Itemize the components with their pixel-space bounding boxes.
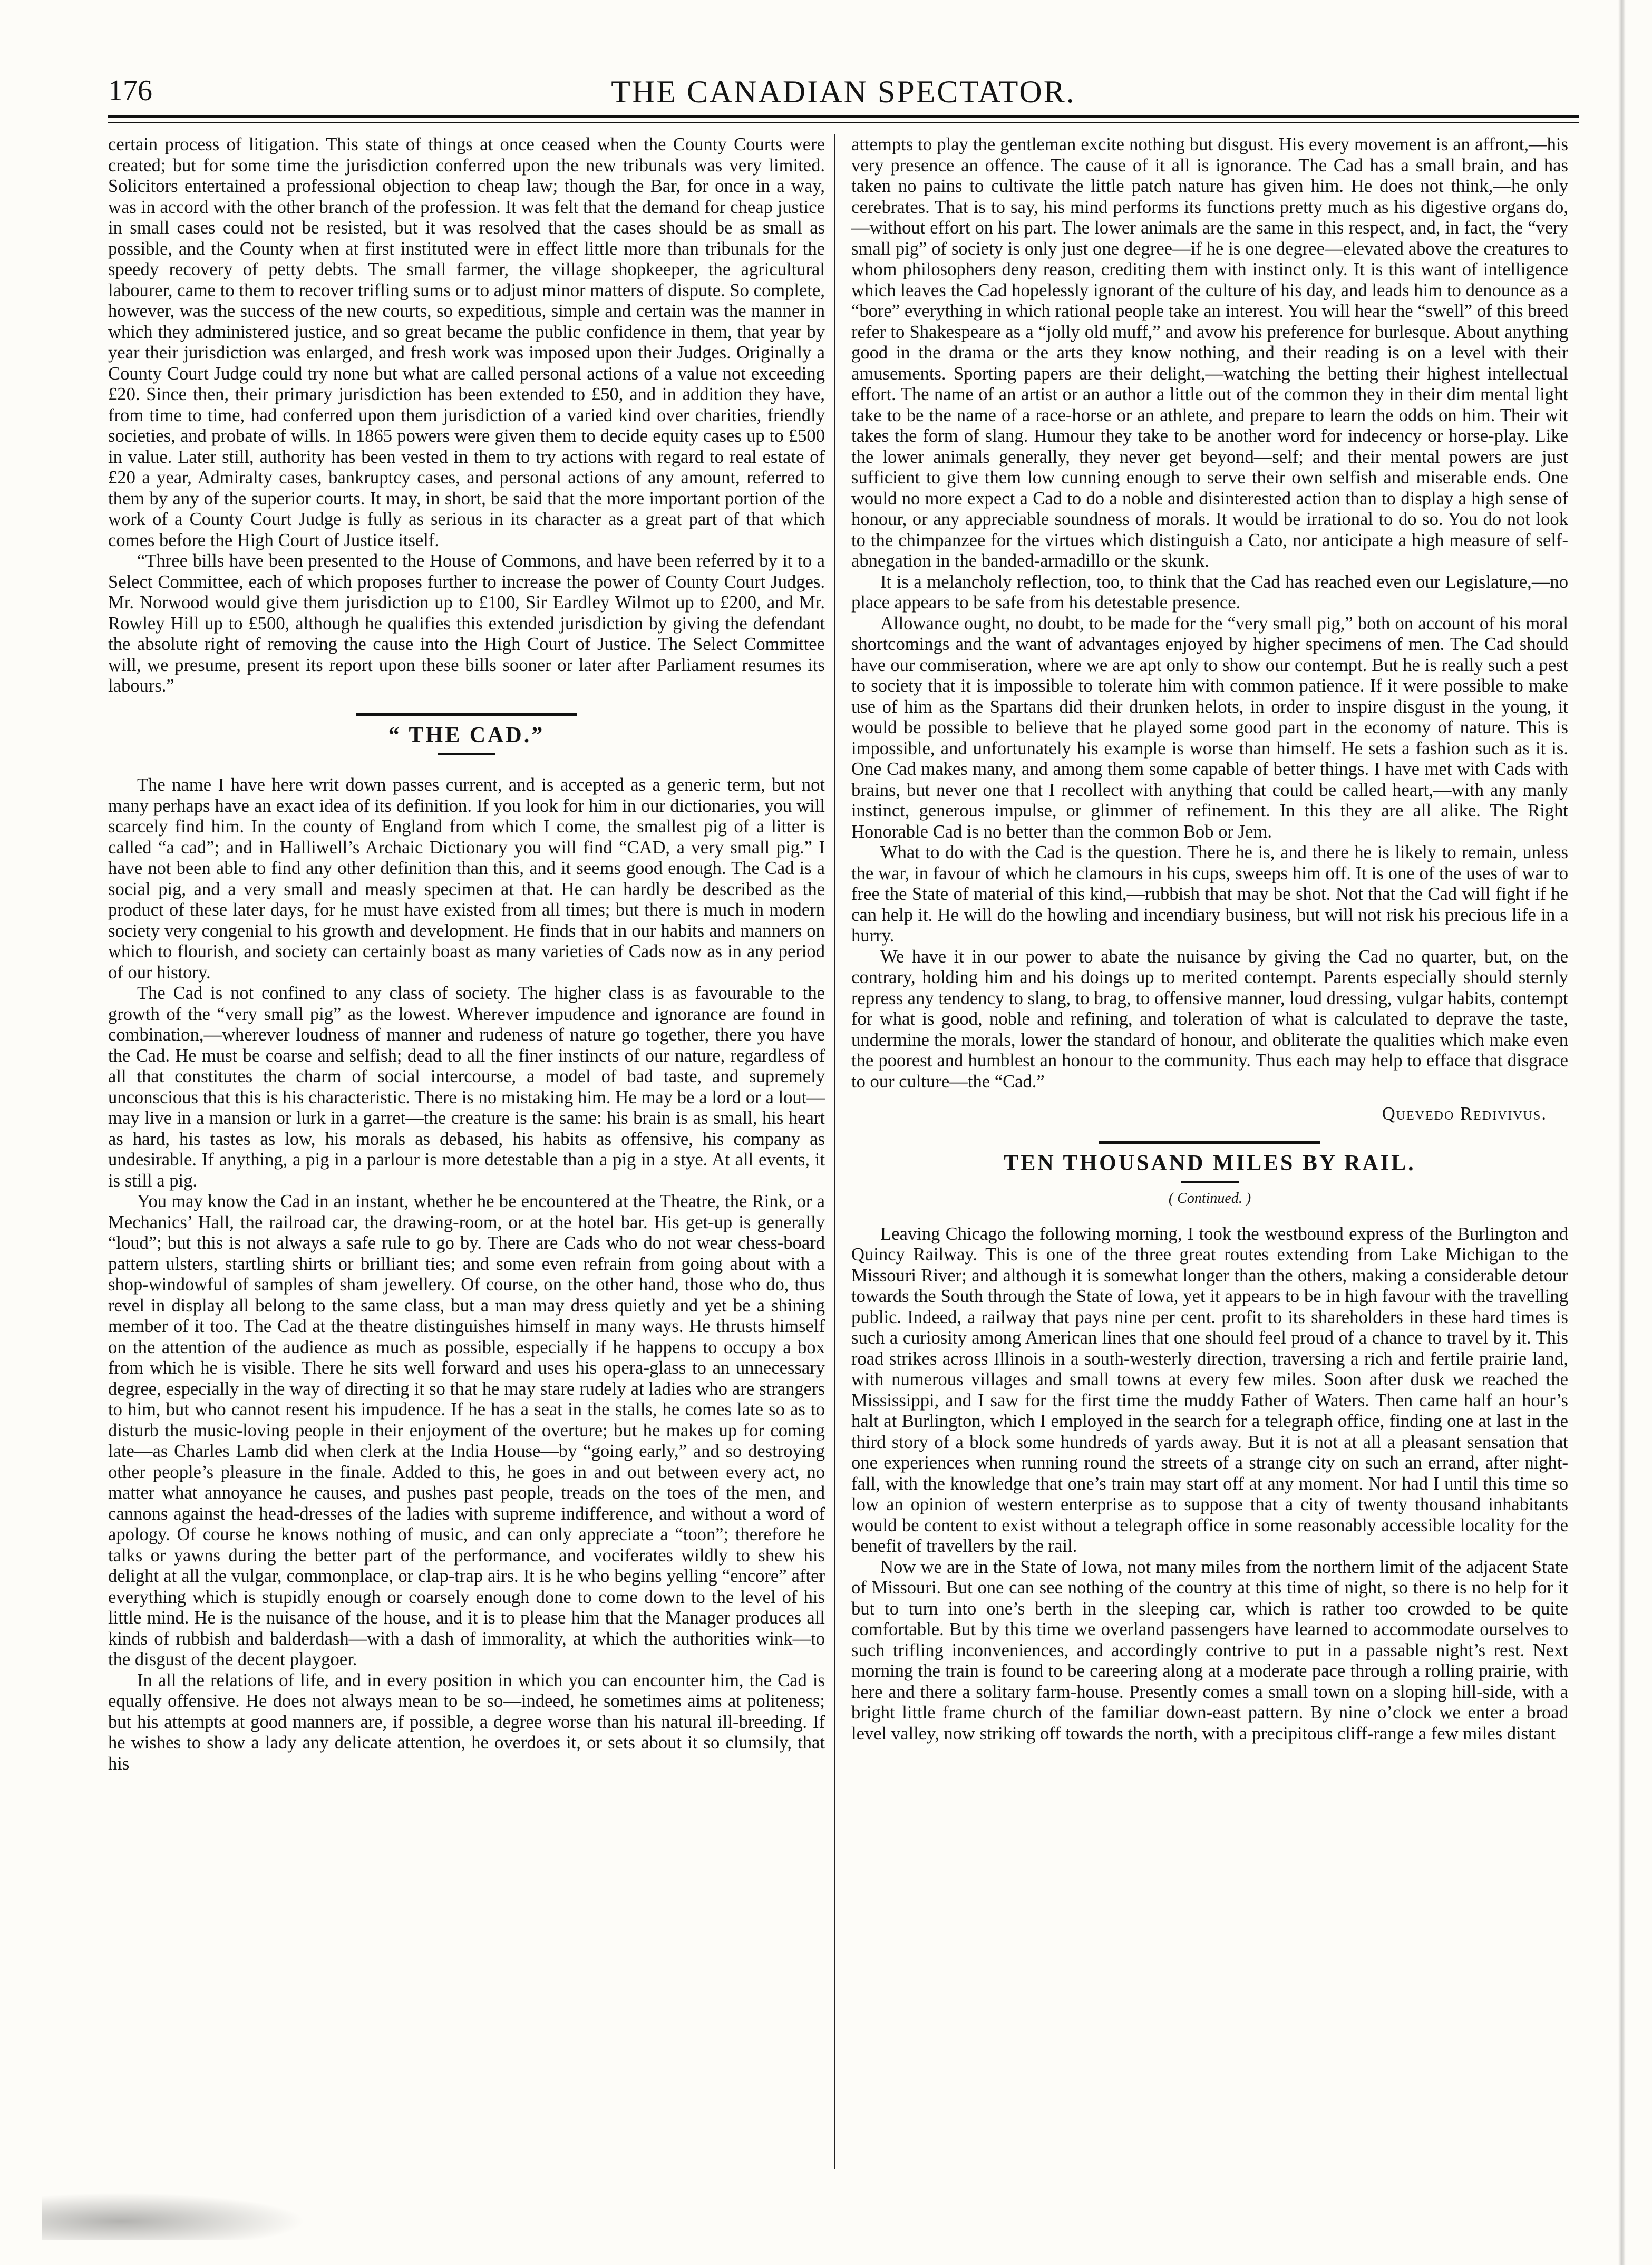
- article-paragraph: certain process of litigation. This state of things at once ceased when the County Courts were created; but for some time the jurisdiction conferred upon the new tribunals was very limited. Solicitors entertained a professional objection to cheap law; though the Bar, for once in a way, was in accord with the other branch of the profession. It was felt that the demand for cheap justice in small cases could not be resisted, but it was resolved that the cases should be as small as possible, and the County when at first instituted were in effect little more than tribunals for the speedy recovery of petty debts. The small farmer, the village shopkeeper, the agricultural labourer, came to them to recover trifling sums or to adjust minor matters of dispute. So complete, however, was the success of the new courts, so expeditious, simple and certain was the manner in which they administered justice, and so great became the public confidence in them, that year by year their jurisdiction was enlarged, and fresh work was imposed upon their Judges. Originally a County Court Judge could try none but what are called personal actions of a value not exceeding £20. Since then, their primary jurisdiction has been extended to £50, and in addition they have, from time to time, had conferred upon them jurisdiction of a varied kind over charities, friendly societies, and probate of wills. In 1865 powers were given them to decide equity cases up to £500 in value. Later still, authority has been vested in them to try actions with regard to real estate of £20 a year, Admiralty cases, bankruptcy cases, and personal actions of any amount, referred to them by any of the superior courts. It may, in short, be said that the more important portion of the work of a County Court Judge is fully as serious in its character as a great part of that which comes before the High Court of Justice itself.: [108, 134, 825, 550]
- heading-rule: [1181, 1181, 1239, 1183]
- article-paragraph: attempts to play the gentleman excite nothing but disgust. His every movement is an affront,—his very presence an offence. The cause of it all is ignorance. The Cad has a small brain, and has taken no pains to cultivate the little patch nature has given him. He does not think,—he only cerebrates. That is to say, his mind performs its functions pretty much as his digestive organs do,—without effort on his part. The lower animals are the same in this respect, and, in fact, the “very small pig” of society is only just one degree—if he is one degree—elevated above the creatures to whom philosophers deny reason, crediting them with instinct only. It is this want of intelligence which leaves the Cad hopelessly ignorant of the culture of his day, and leads him to denounce as a “bore” everything in which rational people take an interest. You will hear the “swell” of this breed refer to Shakespeare as a “jolly old muff,” and avow his preference for burlesque. About anything good in the drama or the arts they know nothing, and their reading is on a level with their amusements. Sporting papers are their delight,—watching the betting their highest intellectual effort. The name of an artist or an author a little out of the common they in their dim mental light take to be the name of a race-horse or an athlete, and prepare to learn the odds on him. Their wit takes the form of slang. Humour they take to be another word for indecency or horse-play. Like the lower animals generally, they never get beyond—self; and their mental powers are just sufficient to give them low cunning enough to serve their own selfish and miserable ends. One would no more expect a Cad to do a noble and disinterested action than to display a high sense of honour, or any appreciable soundness of morals. It would be irrational to do so. You do not look to the chimpanzee for the virtues which distinguish a Cato, nor anticipate a high measure of self-abnegation in the banded-armadillo or the skunk.: [851, 134, 1568, 571]
- cad-heading: “ THE CAD.”: [388, 723, 545, 747]
- continued-note: ( Continued. ): [1168, 1190, 1251, 1207]
- article-paragraph: The Cad is not confined to any class of society. The higher class is as favourable to the growth of the “very small pig” as the lowest. Wherever impudence and ignorance are found in combination,—wherever loudness of manner and rudeness of nature go together, there you have the Cad. He must be coarse and selfish; dead to all the finer instincts of our nature, regardless of all that constitutes the charm of social intercourse, a model of bad taste, and supremely unconscious that this is his characteristic. There is no mistaking him. He may be a lord or a lout—may live in a mansion or lurk in a garret—the creature is the same: his brain is as small, his heart as hard, his tastes as low, his morals as debased, his habits as offensive, his company as undesirable. If anything, a pig in a parlour is more detestable than a pig in a stye. At all events, it is still a pig.: [108, 983, 825, 1191]
- rail-heading: TEN THOUSAND MILES BY RAIL.: [1004, 1151, 1416, 1175]
- article-paragraph: You may know the Cad in an instant, whether he be encountered at the Theatre, the Rink, or a Mechanics’ Hall, the railroad car, the drawing-room, or at the hotel bar. His get-up is generally “loud”; but this is not always a safe rule to go by. There are Cads who do not wear chess-board pattern ulsters, startling shirts or brilliant ties; and some even refrain from going about with a shop-windowful of samples of sham jewellery. Of course, on the other hand, those who do, thus revel in display all belong to the same class, but a man may dress quietly and yet be a shining member of it too. The Cad at the theatre distinguishes himself in many ways. He thrusts himself on the attention of the audience as much as possible, especially if he happens to occupy a box from which he is visible. There he sits well forward and uses his opera-glass to an unnecessary degree, especially in the way of directing it so that he may stare rudely at ladies who are strangers to him, but who cannot resent his impudence. If he has a seat in the stalls, he comes late so as to disturb the music-loving people in their enjoyment of the overture; but he makes up for coming late—as Charles Lamb did when clerk at the India House—by “going early,” and so destroying other people’s pleasure in the finale. Added to this, he goes in and out between every act, no matter what annoyance he causes, and pushes past people, treads on the toes of the men, and cannons against the head-dresses of the ladies with supreme indifference, and without a word of apology. Of course he knows nothing of music, and can only appreciate a “toon”; therefore he talks or yawns during the better part of the performance, and vociferates wildly to shew his delight at all the vulgar, commonplace, or clap-trap airs. It is he who begins yelling “encore” after everything which is stupidly enough or coarsely enough done to come down to the level of his little mind. He is the nuisance of the house, and it is to please him that the Manager produces all kinds of rubbish and balderdash—with a dash of immorality, at which the authorities wink—to the disgust of the decent playgoer.: [108, 1191, 825, 1669]
- left-column: [108, 134, 825, 1774]
- column-divider: [834, 134, 835, 2169]
- author-signature: Quevedo Redivivus.: [1382, 1104, 1547, 1124]
- paper-stain: [42, 2193, 306, 2240]
- article-paragraph: Leaving Chicago the following morning, I took the westbound express of the Burlington and Quincy Railway. This is one of the three great routes extending from Lake Michigan to the Missouri River; and although it is somewhat longer than the others, making a considerable detour towards the South through the State of Iowa, yet it appears to be in high favour with the travelling public. Indeed, a railway that pays nine per cent. profit to its shareholders in these hard times is such a curiosity among American lines that one should feel proud of a chance to travel by it. This road strikes across Illinois in a south-westerly direction, traversing a rich and fertile prairie land, with numerous villages and small towns at every few miles. Soon after dusk we reached the Mississippi, and I saw for the first time the muddy Father of Waters. Then came half an hour’s halt at Burlington, which I employed in the search for a telegraph office, finding one at last in the third story of a block some hundreds of yards away. But it is not at all a pleasant sensation that one experiences when running round the streets of a strange city on such an errand, after night-fall, with the knowledge that one’s train may start off at any moment. Nor had I until this time so low an opinion of western enterprise as to suppose that a city of twenty thousand inhabitants would be content to exist without a telegraph office in some reasonably accessible locality for the benefit of travellers by the rail.: [851, 1223, 1568, 1556]
- article-paragraph: It is a melancholy reflection, too, to think that the Cad has reached even our Legislature,—no place appears to be safe from his detestable presence.: [851, 571, 1568, 613]
- article-paragraph: Allowance ought, no doubt, to be made for the “very small pig,” both on account of his moral shortcomings and the want of advantages enjoyed by higher specimens of men. The Cad should have our commiseration, where we are apt only to show our contempt. But he is really such a pest to society that it is impossible to tolerate him with common patience. If it were possible to make use of him as the Spartans did their drunken helots, in order to inspire disgust in the young, it would be possible to believe that he played some good part in the economy of nature. This is impossible, and unfortunately his example is worse than himself. He sets a fashion such as it is. One Cad makes many, and among them some capable of better things. I have met with Cads with brains, but never one that I recollect with anything that could be called heart,—with any manly instinct, generous impulse, or glimmer of refinement. In this they are all alike. The Right Honorable Cad is no better than the common Bob or Jem.: [851, 613, 1568, 842]
- article-paragraph: The name I have here writ down passes current, and is accepted as a generic term, but not many perhaps have an exact idea of its definition. If you look for him in our dictionaries, you will scarcely find him. In the county of England from which I come, the smallest pig of a litter is called “a cad”; and in Halliwell’s Archaic Dictionary you will find “CAD, a very small pig.” I have not been able to find any other definition than this, and it seems good enough. The Cad is a social pig, and a very small and measly specimen at that. He can hardly be described as the product of these later days, for he must have existed from all times; but there is much in modern society very congenial to his growth and development. He finds that in our habits and manners on which to flourish, and society can certainly boast as many varieties of Cads now as in any period of our history.: [108, 775, 825, 983]
- header-rule: [108, 115, 1579, 123]
- page-number: 176: [108, 74, 152, 107]
- article-paragraph: We have it in our power to abate the nuisance by giving the Cad no quarter, but, on the contrary, holding him and his doings up to merited contempt. Parents especially should sternly repress any tendency to slang, to brag, to offensive manner, loud dressing, vulgar habits, contempt for what is good, noble and refining, and toleration of what is calculated to deprave the taste, undermine the morals, lower the standard of honour, and obliterate the qualities which make even the poorest and humblest an honour to the community. Thus each may help to efface that disgrace to our culture—the “Cad.”: [851, 946, 1568, 1092]
- section-rule: [1099, 1141, 1320, 1144]
- masthead: [108, 74, 1579, 111]
- right-column: [851, 134, 1568, 1744]
- article-paragraph: What to do with the Cad is the question. There he is, and there he is likely to remain, unless the war, in favour of which he clamours in his cups, sweeps him off. It is one of the uses of war to free the State of material of this kind,—rubbish that may be shot. Not that the Cad will fight if he can help it. He will do the howling and incendiary business, but will not risk his precious life in a hurry.: [851, 842, 1568, 946]
- article-paragraph: In all the relations of life, and in every position in which you can encounter him, the Cad is equally offensive. He does not always mean to be so—indeed, he sometimes aims at politeness; but his attempts at good manners are, if possible, a degree worse than his natural ill-breeding. If he wishes to show a lady any delicate attention, he overdoes it, or sets about it so clumsily, that his: [108, 1670, 825, 1774]
- journal-title: THE CANADIAN SPECTATOR.: [611, 74, 1076, 109]
- section-rule: [356, 713, 577, 716]
- page-edge-shadow: [1618, 0, 1626, 2265]
- article-paragraph: “Three bills have been presented to the House of Commons, and have been referred by it to a Select Committee, each of which proposes further to increase the power of County Court Judges. Mr. Norwood would give them jurisdiction up to £100, Sir Eardley Wilmot up to £200, and Mr. Rowley Hill up to £500, although he qualifies this extended jurisdiction by giving the defendant the absolute right of removing the cause into the High Court of Justice. The Select Committee will, we presume, present its report upon these bills sooner or later after Parliament resumes its labours.”: [108, 551, 825, 696]
- article-paragraph: Now we are in the State of Iowa, not many miles from the northern limit of the adjacent State of Missouri. But one can see nothing of the country at this time of night, so there is no help for it but to turn into one’s berth in the sleeping car, which is rather too crowded to be quite comfortable. But by this time we overland passengers have learned to accommodate ourselves to such trifling inconveniences, and accordingly contrive to put in a passable night’s rest. Next morning the train is found to be careering along at a moderate pace through a rolling prairie, with here and there a solitary farm-house. Presently comes a small town on a sloping hill-side, with a bright little frame church of the familiar down-east pattern. By nine o’clock we enter a broad level valley, now striking off towards the north, with a precipitous cliff-range a few miles distant: [851, 1557, 1568, 1744]
- heading-rule: [438, 753, 495, 755]
